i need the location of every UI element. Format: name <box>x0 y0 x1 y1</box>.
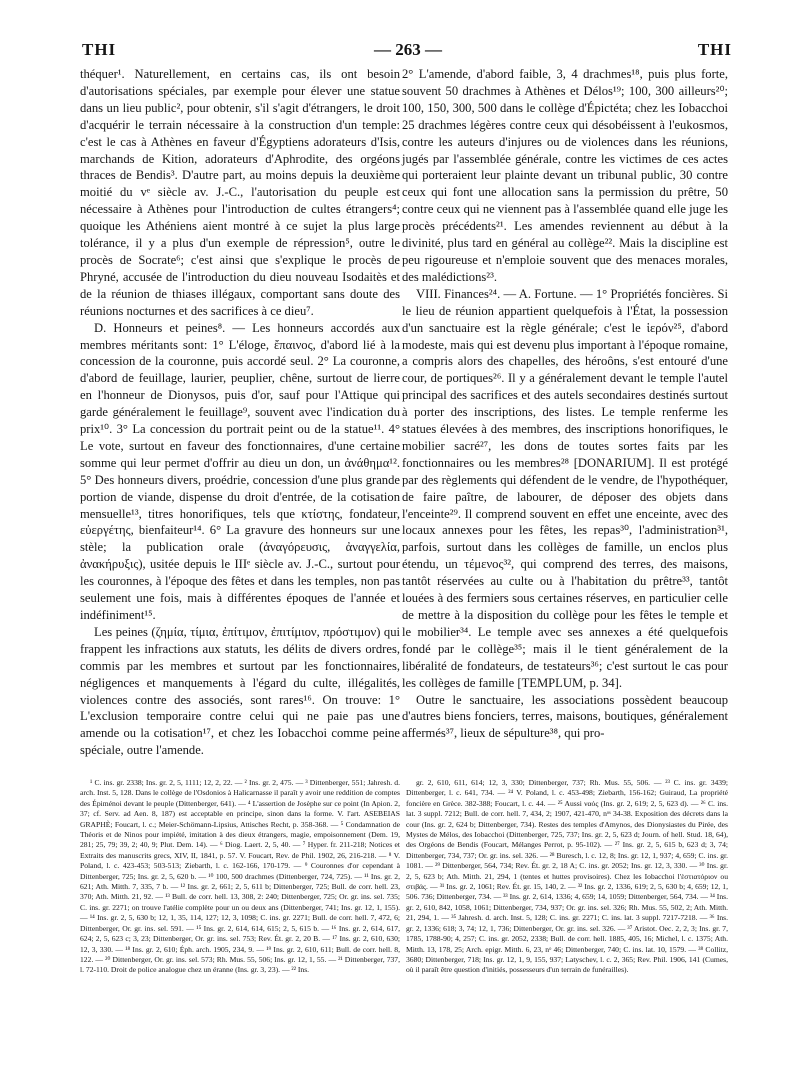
paragraph: Les peines (ζημία, τίμια, ἐπίτιμον, ἐπιτίμιον, πρόστιμον) qui frappent les infractions aux statuts, les délits de divers ordres, commis par les membres et surtout par les fonctionnaires, négligences et manquements à l'égard du culte, illégalités, violences contre des associés, sont rares¹⁶. On trouve: 1° L'exclusion temporaire contre celui qui ne paie pas une amende ou la cotisation¹⁷, et chez les Iobacchoi comme peine spéciale, outre l'amende. <box>80 624 400 758</box>
footnotes-right-column <box>406 778 728 976</box>
right-text-column <box>402 66 728 742</box>
page-header <box>80 38 736 62</box>
paragraph: VIII. Finances²⁴. — A. Fortune. — 1° Propriétés foncières. Si le lieu de réunion appartient quelquefois à l'État, la possession d'un sanctuaire est la règle générale; c'est le ἱερόν²⁵, d'abord modeste, mais qui est devenu plus important à l'époque romaine, a compris alors des chapelles, des héroôns, s'est entouré d'une cour, de portiques²⁶. Il y a généralement devant le temple l'autel principal des sacrifices et des autels secondaires destinés surtout à porter des inscriptions, des listes. Le temple renferme les statues élevées à des membres, des inscriptions honorifiques, le mobilier sacré²⁷, les dons de toutes sortes faits par les fonctionnaires ou les membres²⁸ [DONARIUM]. Il est protégé par des règlements qui défendent de le vendre, de l'hypothéquer, de faire paître, de labourer, de déposer des objets dans l'enceinte²⁹. Il comprend souvent en effet une enceinte, avec des locaux annexes pour les fêtes, les repas³⁰, l'administration³¹, parfois, surtout dans les collèges de famille, un enclos plus étendu, un τέμενος³², qui comprend des terres, des maisons, tantôt réservées au culte ou à l'habitation du prêtre³³, tantôt louées à des fermiers sous certaines réserves, en particulier celle de mettre à la disposition du collège pour les fêtes le temple et le mobilier³⁴. Le temple avec ses annexes a été quelquefois fondé par le collège³⁵; mais il le tient généralement de la libéralité de fondateurs, de testateurs³⁶; c'est surtout le cas pour les collèges de famille [TEMPLUM, p. 34]. <box>402 286 728 690</box>
footnote-block: gr. 2, 610, 611, 614; 12, 3, 330; Dittenberger, 737; Rh. Mus. 55, 506. — ²³ C. ins. gr. 3439; Dittenberger, l. c. 641, 734. — ²⁴ V. Poland, l. c. 453-498; Ziebarth, 156-162; Guiraud, La propriété foncière en Grèce. 382-388; Foucart, l. c. 44. — ²⁵ Aussi ναός (Ins. gr. 2, 619; 2, 5, 623 d). — ²⁶ C. ins. lat. 3 suppl. 7212; Bull. de corr. hell. 7, 434, 2; 1907, 421-470, nᵒˢ 34-38. Exposition des décrets dans la cour (Ins. gr. 2, 624 b; Dittenberger, 734). Restes des temples d'Amynos, des Dionysiastes du Pirée, des Mystes de Mélos, des Iobacchoi (Dittenberger, 725, 737; Ins. gr. 2, 5, 623 d; Journ. of hell. Stud. 18, 64), des Orgéons de Bendis (Foucart, Mélanges Perrot, p. 95-102). — ²⁷ Ins. gr. 2, 5, 615 b, 623 d; 3, 74; Dittenberger, 734, 737; Or. gr. ins. sel. 326. — ²⁸ Buresch, l. c. 12, 8; Ins. gr. 12, 1, 937; 4, 659; C. ins. gr. 1081. — ²⁹ Dittenberger, 564, 734; Rev. Ét. gr. 2, 18 A; C. ins. gr. 2052; Ins. gr. 12, 3, 330. — ³⁰ Ins. gr. 2, 5, 623 b; Ath. Mitth. 21, 294, 1 (tentes et huttes provisoires). Chez les Iobacchoi l'ἑστιατόριον ou στιβάς. — ³¹ Ins. gr. 2, 1061; Rev. Ét. gr. 15, 140, 2. — ³² Ins. gr. 2, 1336, 619; 2, 5, 630 b; 4, 659; 12, 1, 506. 736; Dittenberger, 734. — ³³ Ins. gr. 2, 614, 1336; 4, 659; 14, 1059; Dittenberger, 564, 734. — ³⁴ Ins. gr. 2, 610, 842, 1058, 1061; Dittenberger, 734, 937; Or. gr. ins. sel. 326; Rh. Mus. 55, 502, 2; Ath. Mitth. 21, 294, 1. — ³⁵ Jahresh. d. arch. Inst. 5, 128; C. ins. gr. 2271; C. ins. lat. 3 suppl. 7217-7218. — ³⁶ Ins. gr. 2, 1336; 618; 3, 74; 12, 1, 736; Dittenberger, Or. gr. ins. sel. 326. — ³⁷ Aristot. Oec. 2, 2, 3; Ins. gr. 7, 1785, 1788-90; 4, 257; C. ins. gr. 2052, 2338; Bull. de corr. hell. 1885, 405, 16; Michel, l. c. 1375; Ath. Mitth. 13, 178, 25; Arch. epigr. Mitth. 6, 23, nᵒ 46; Dittenberger, 740; C. ins. lat. 10, 1579. — ³⁸ Collitz, 3680; Dittenberger, 718; Ins. gr. 12, 1, 9, 155, 937; Latyschev, l. c. 2, 365; Rev. Phil. 1906, 141 (Cumes, où il paraît être question d'initiés, possesseurs d'un terrain de funérailles). <box>406 778 728 975</box>
left-text-column <box>80 66 400 759</box>
paragraph: D. Honneurs et peines⁸. — Les honneurs accordés aux membres méritants sont: 1° L'éloge, ἔπαινος, d'abord lié à la concession de la couronne, puis accordé seul. 2° La couronne, d'abord de feuillage, laurier, peuplier, chêne, surtout de lierre en l'honneur de Dionysos, puis d'or, sauf pour l'Attique qui garde généralement le feuillage⁹, souvent avec l'indication du prix¹⁰. 3° La concession du portrait peint ou de la statue¹¹. 4° Le vote, surtout en faveur des fonctionnaires, d'une certaine somme qui leur permet d'offrir au dieu un don, un ἀνάθημα¹². 5° Des honneurs divers, proédrie, concession d'une plus grande portion de viande, dispense du droit d'entrée, de la cotisation mensuelle¹³, titres honorifiques, tels que κτίστης, fondateur, εὐεργέτης, bienfaiteur¹⁴. 6° La gravure des honneurs sur une stèle; la publication orale (ἀναγόρευσις, ἀναγγελία, ἀνακήρυξις), usitée depuis le IIIᵉ siècle av. J.-C., surtout pour les couronnes, à l'époque des fêtes et dans les temples, non pas seulement une fois, mais à différentes époques de l'année et indéfiniment¹⁵. <box>80 320 400 622</box>
paragraph: 2° L'amende, d'abord faible, 3, 4 drachmes¹⁸, puis plus forte, souvent 50 drachmes à Athènes et Délos¹⁹; 100, 300 ailleurs²⁰; 100, 150, 300, 500 dans le collège d'Épictéta; chez les Iobacchoi 25 drachmes légères contre ceux qui désobéissent à l'eukosmos, contre les auteurs d'injures ou de violences dans les réunions, jugés par l'assemblée générale, contre les victimes de ces actes qui porteraient leur plainte devant un tribunal public, 30 contre ceux qui font une allocation sans la permission du prêtre, 50 contre ceux qui ne viennent pas à l'assemblée quand elle juge les procès précédents²¹. Les amendes reviennent au début à la divinité, plus tard en général au collège²². Mais la discipline est peu rigoureuse et n'emploie souvent que des menaces morales, des malédictions²³. <box>402 67 728 284</box>
paragraph: Outre le sanctuaire, les associations possèdent beaucoup d'autres biens fonciers, terres, maisons, boutiques, généralement affermés³⁷, lieux de sépulture³⁸, qui pro- <box>402 692 728 741</box>
paragraph: théquer¹. Naturellement, en certains cas, ils ont besoin d'autorisations spéciales, par exemple pour élever une statue dans un lieu public², pour obtenir, s'il s'agit d'étrangers, le droit d'acquérir le terrain nécessaire à la construction d'un temple: c'est le cas à Athènes en faveur d'Égyptiens adorateurs d'Isis, marchands de Kition, adorateurs d'Aphrodite, des orgéons thraces de Bendis³. D'autre part, au moins depuis la deuxième moitié du vᵉ siècle av. J.-C., l'autorisation du peuple est nécessaire à Athènes pour l'introduction de cultes étrangers⁴; quoique les Athéniens aient montré à ce sujet la plus large tolérance, il y a plus d'un exemple de répression⁵, outre le procès de Socrate⁶; c'est ainsi que s'explique le procès de Phryné, accusée de l'introduction du dieu nouveau Isodaitès et de la réunion de thiases illégaux, comportant sans doute des réunions nocturnes et des sacrifices à ce dieu⁷. <box>80 67 400 318</box>
footnote-block: ¹ C. ins. gr. 2338; Ins. gr. 2, 5, 1111; 12, 2, 22. — ² Ins. gr. 2, 475. — ³ Dittenberger, 551; Jahresh. d. arch. Inst. 5, 128. Dans le collège de l'Osdonios à Halicarnasse il paraît y avoir une reddition de comptes des Épiménoi devant le peuple (Dittenberger, 641). — ⁴ L'assertion de Josèphe sur ce point (In Apion. 2, 37; cf. Serv. ad Aen. 8, 187) est acceptable en principe, sinon dans la forme. V. l'art. ASEBEIAS GRAPHÈ; Foucart, l. c.; Meier-Schömann-Lipsius, Attisches Recht, p. 358-368. — ⁵ Condamnation de Théoris et de Ninos pour impiété, imitation à des dieux étrangers, magie, empoisonnement (Dem. 19, 281; 25, 79; 39, 2; 40, 9; Plut. Dem. 14). — ⁶ Diog. Laert. 2, 5, 40. — ⁷ Hyper. fr. 211-218; Notices et Extraits des manuscrits grecs, XIV, II, 1841, p. 57. V. Foucart, Rev. de Phil. 1902, 26, 216-218. — ⁸ V. Poland, l. c. 423-453; 503-513; Ziebarth, l. c. 162-166, 170-179. — ⁹ Couronnes d'or cependant à Dittenberger, 725; Ins. gr. 2, 5, 620 b. — ¹⁰ 100, 500 drachmes (Dittenberger, 724, 725). — ¹¹ Ins. gr. 2, 621; Ath. Mitth. 7, 335, 7 b. — ¹² Ins. gr. 2, 661; 2, 5, 611 b; Dittenberger, 725; Bull. de corr. hell. 23, 370; Ath. Mitth. 21, 92. — ¹³ Bull. de corr. hell. 13, 308, 2: 240; Dittenberger, 725; Or. gr. ins. sel. 735; C. ins. gr. 2271; on trouve l'atélie complète pour un ou deux ans (Dittenberger, 741; Ins. gr. 12, 1, 155). — ¹⁴ Ins. gr. 2, 5, 630 b; 12, 1, 35, 114, 127; 12, 3, 1098; C. ins. gr. 2271; Bull. de corr. hell. 7, 472, 6; Dittenberger, Or. gr. ins. sel. 591. — ¹⁵ Ins. gr. 2, 614, 614, 615; 2, 5, 615 b. — ¹⁶ Ins. gr. 2, 614, 617, 624; 2, 5, 623 c; 3, 23; Dittenberger, Or. gr. ins. sel. 753; Rev. Ét. gr. 2, 20 B. — ¹⁷ Ins. gr. 2, 610, 630; 12, 3, 330. — ¹⁸ Ins. gr. 2, 610; Éph. arch. 1905, 234, 9. — ¹⁹ Ins. gr. 2, 610, 611; Bull. de corr. hell. 8, 122. — ²⁰ Dittenberger, Or. gr. ins. sel. 573; Rh. Mus. 55, 506; Ins. gr. 12, 1, 55. — ²¹ Dittenberger, 737, l. 72-110. Droit de police analogue chez un éranne (Ins. gr. 3, 23). — ²² Ins. <box>80 778 400 975</box>
footnotes-left-column <box>80 778 400 976</box>
running-head-right: THI <box>697 40 732 59</box>
running-head-left: THI <box>82 40 117 59</box>
page-number: — 263 — <box>374 40 442 59</box>
